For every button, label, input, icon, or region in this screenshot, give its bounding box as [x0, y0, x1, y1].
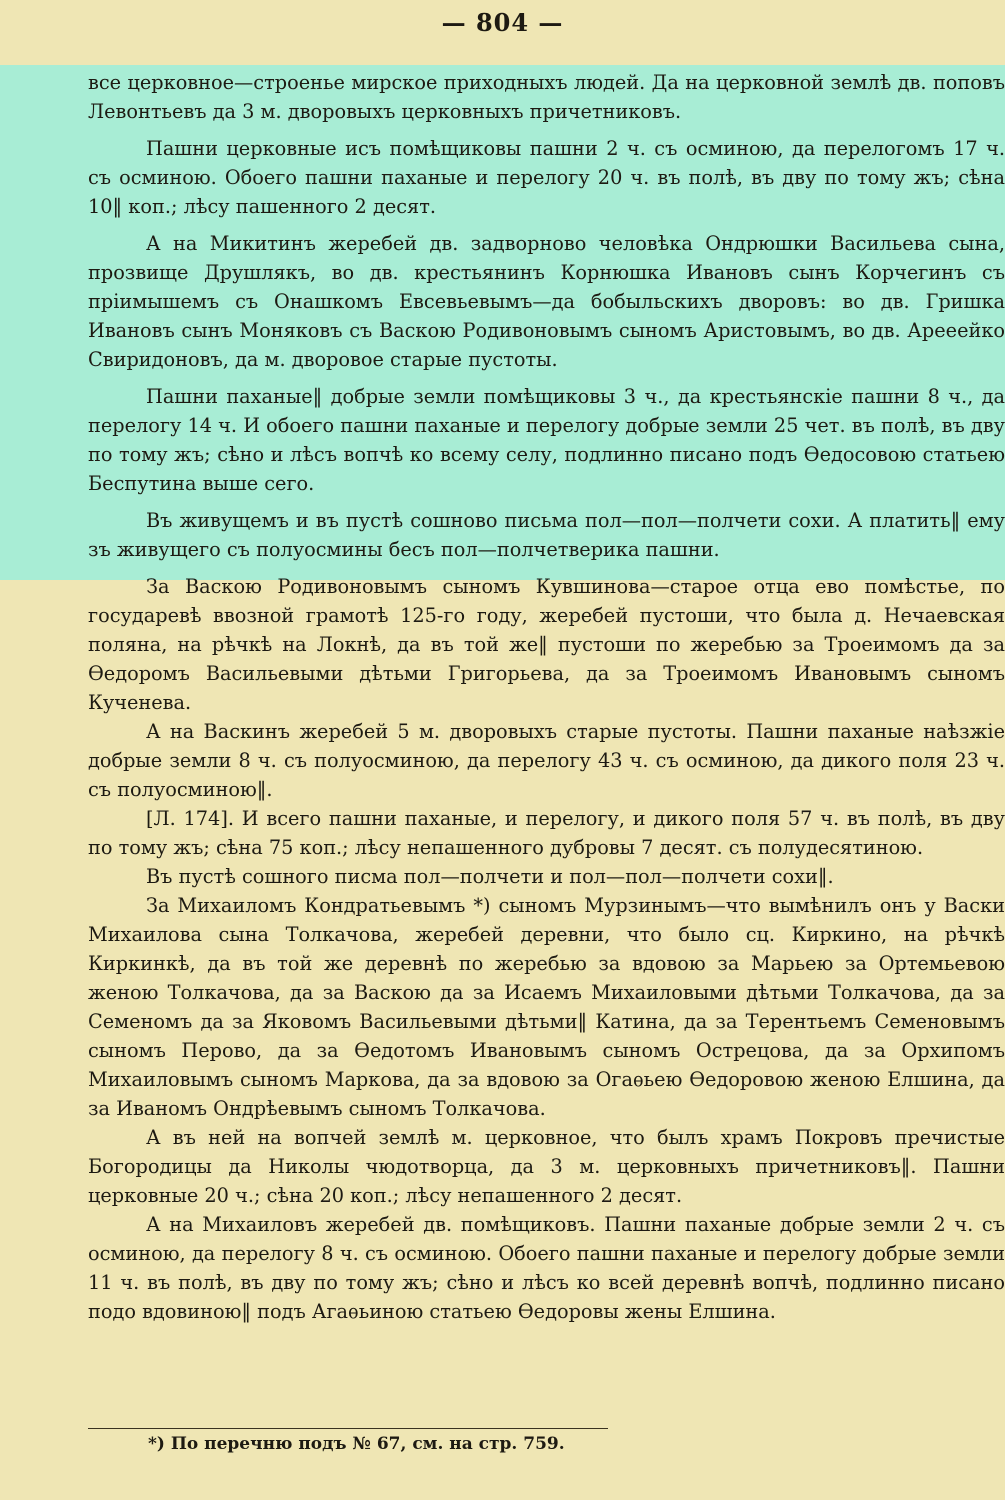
paragraph-3: А на Микитинъ жеребей дв. задворново человѣка Ондрюшки Васильева сына, прозвище Друшлякъ, во дв. крестьянинъ Корнюшка Ивановъ сынъ Корчегинъ съ прiимышемъ съ Онашкомъ Евсевьевымъ—да бобыльскихъ дворовъ: во дв. Гришка Ивановъ сынъ Моняковъ съ Васкою Родивоновымъ сыномъ Аристовымъ, во дв. Арееейко Свиридоновъ, да м. дворовое старые пустоты. [88, 232, 1005, 371]
paragraph-2: Пашни церковные исъ помѣщиковы пашни 2 ч. съ осминою, да перелогомъ 17 ч. съ осминою. Обоего пашни паханые и перелогу 20 ч. въ полѣ, въ дву по тому жъ; сѣна 10‖ коп.; лѣсу пашенного 2 десят. [88, 137, 1005, 218]
paragraph-7: А на Васкинъ жеребей 5 м. дворовыхъ старые пустоты. Пашни паханые наѣзжiе добрые земли 8 ч. съ полуосминою, да перелогу 43 ч. съ осминою, да дикого поля 23 ч. съ полуосминою‖. [88, 720, 1005, 801]
page-text [88, 68, 1005, 1326]
paragraph-11: А въ ней на вопчей землѣ м. церковное, что былъ храмъ Покровъ пречистые Богородицы да Николы чюдотворца, да 3 м. церковныхъ причетниковъ‖. Пашни церковные 20 ч.; сѣна 20 коп.; лѣсу непашенного 2 десят. [88, 1126, 1005, 1207]
paragraph-10: За Михаиломъ Кондратьевымъ *) сыномъ Мурзинымъ—что вымѣнилъ онъ у Васки Михаилова сына Толкачова, жеребей деревни, что было сц. Киркино, на рѣчкѣ Киркинкѣ, да въ той же деревнѣ по жеребью за вдовою за Марьею за Ортемьевою женою Толкачова, да за Васкою да за Исаемъ Михаиловыми дѣтьми Толкачова, да за Семеномъ да за Яковомъ Васильевыми дѣтьми‖ Катина, да за Терентьемъ Семеновымъ сыномъ Перово, да за Ѳедотомъ Ивановымъ сыномъ Острецова, да за Орхипомъ Михаиловымъ сыномъ Маркова, да за вдовою за Огаѳьею Ѳедоровою женою Елшина, да за Иваномъ Ондрѣевымъ сыномъ Толкачова. [88, 894, 1005, 1120]
paragraph-8: [Л. 174]. И всего пашни паханые, и перелогу, и дикого поля 57 ч. въ полѣ, въ дву по тому жъ; сѣна 75 коп.; лѣсу непашенного дубровы 7 десят. съ полудесятиною. [88, 807, 1005, 859]
paragraph-5: Въ живущемъ и въ пустѣ сошново письма пол—пол—полчети сохи. А платить‖ ему зъ живущего съ полуосмины бесъ пол—полчетверика пашни. [88, 509, 1005, 561]
page-number: — 804 — [441, 8, 564, 37]
paragraph-6: За Васкою Родивоновымъ сыномъ Кувшинова—старое отца ево помѣстье, по государевѣ ввозной грамотѣ 125-го году, жеребей пустоши, что была д. Нечаевская поляна, на рѣчкѣ на Локнѣ, да въ той же‖ пустоши по жеребью за Троеимомъ да за Ѳедоромъ Васильевыми дѣтьми Григорьева, да за Троеимомъ Ивановымъ сыномъ Кученева. [88, 575, 1005, 714]
footnote-rule [88, 1428, 608, 1429]
paragraph-12: А на Михаиловъ жеребей дв. помѣщиковъ. Пашни паханые добрые земли 2 ч. съ осминою, да перелогу 8 ч. съ осминою. Обоего пашни паханые и перелогу добрые земли 11 ч. въ полѣ, въ дву по тому жъ; сѣно и лѣсъ ко всей деревнѣ вопчѣ, подлинно писано подо вдовиною‖ подъ Агаѳьиною статьею Ѳедоровы жены Елшина. [88, 1213, 1005, 1323]
footnote: *) По перечню подъ № 67, см. на стр. 759. [148, 1434, 565, 1454]
paragraph-1: все церковное—строенье мирское приходныхъ людей. Да на церковной землѣ дв. поповъ Левонтьевъ да 3 м. дворовыхъ церковныхъ причетниковъ. [88, 71, 1005, 123]
paragraph-9: Въ пустѣ сошного писма пол—полчети и пол—пол—полчети сохи‖. [146, 865, 834, 888]
paragraph-4: Пашни паханые‖ добрые земли помѣщиковы 3 ч., да крестьянскiе пашни 8 ч., да перелогу 14 ч. И обоего пашни паханые и перелогу добрые земли 25 чет. въ полѣ, въ дву по тому жъ; сѣно и лѣсъ вопчѣ ко всему селу, подлинно писано подъ Ѳедосовою статьею Беспутина выше сего. [88, 385, 1005, 495]
